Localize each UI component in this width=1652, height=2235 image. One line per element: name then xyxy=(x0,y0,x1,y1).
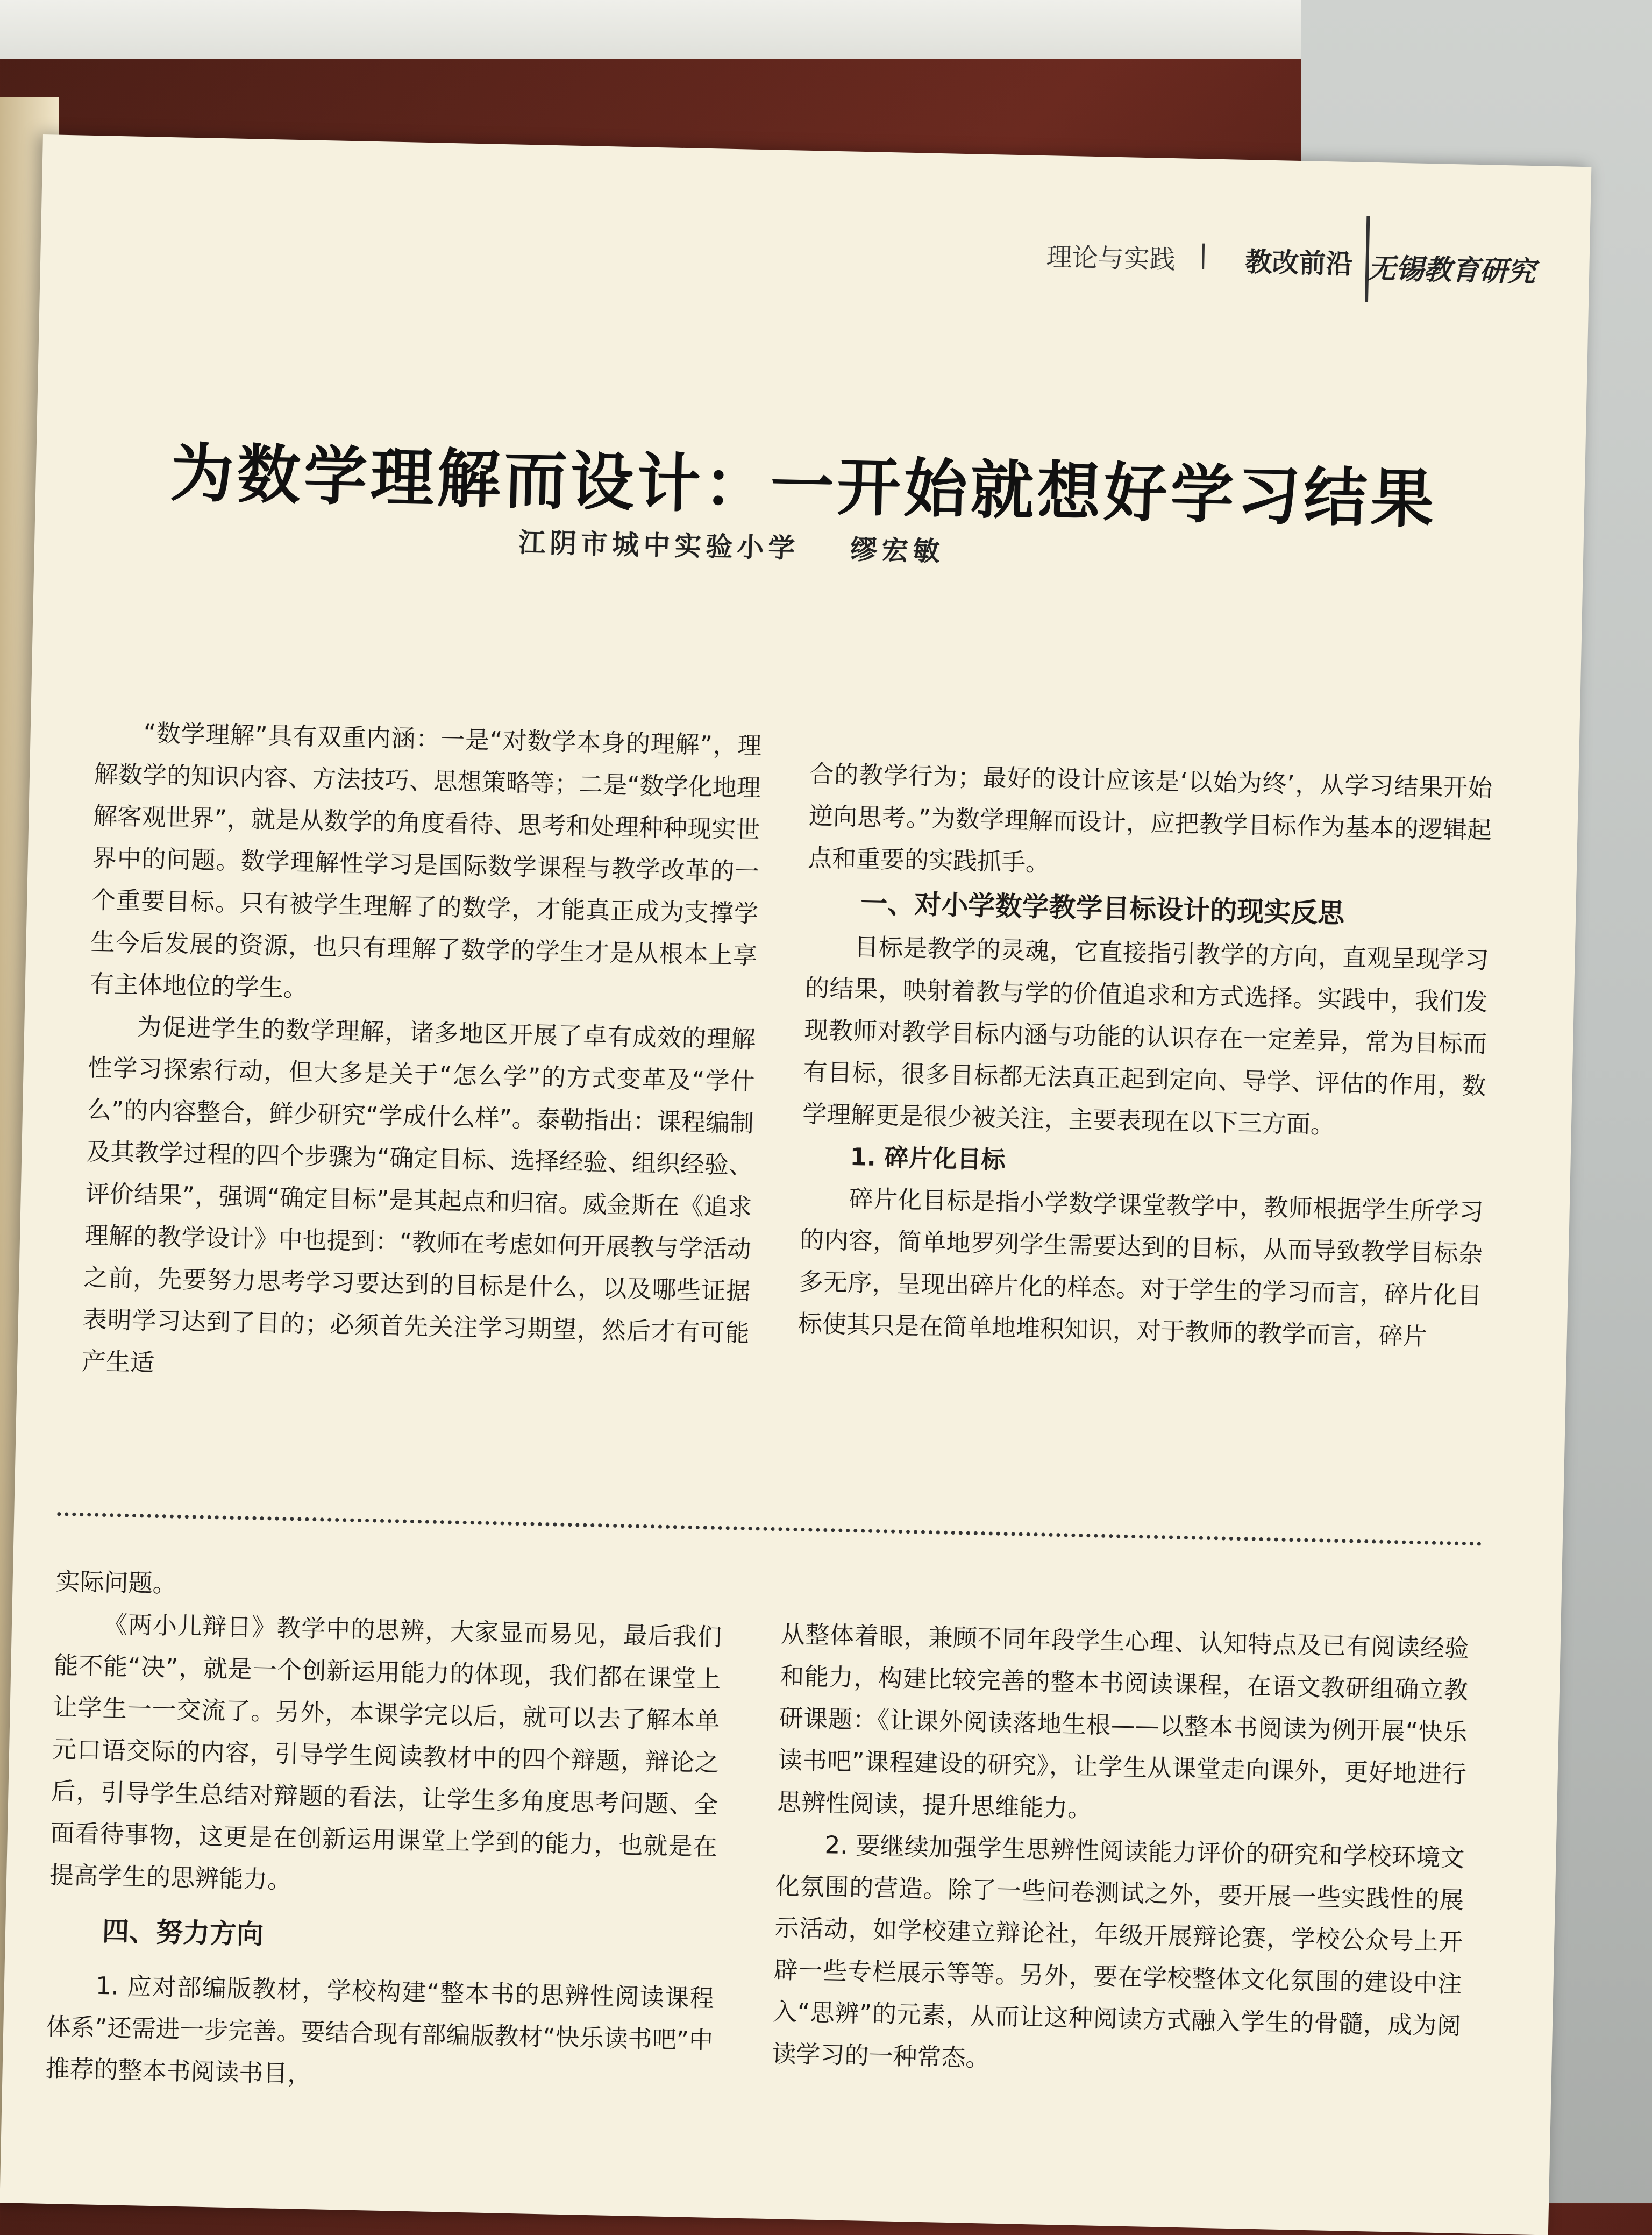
paragraph: 从整体着眼，兼顾不同年段学生心理、认知特点及已有阅读经验和能力，构建比较完善的整本书阅读课程，在语文教研组确立教研课题：《让课外阅读落地生根——以整本书阅读为例开展“快乐读书吧”课程建设的研究》，让学生从课堂走向课外，更好地进行思辨性阅读，提升思维能力。 xyxy=(777,1620,1470,1823)
header-column-label: 教改前沿 xyxy=(1244,246,1354,280)
header-separator: | xyxy=(1199,239,1208,270)
column-left-bottom xyxy=(45,1560,723,2104)
article-title: 为数学理解而设计：一开始就想好学习结果 xyxy=(169,436,1438,537)
paragraph: 目标是教学的灵魂，它直接指引教学的方向，直观呈现学习的结果，映射着教与学的价值追求和方式选择。实践中，我们发现教师对教学目标内涵与功能的认识存在一定差异，常为目标而有目标，很多目标都无法真正起到定向、导学、评估的作用，数学理解更是很少被关注，主要表现在以下三方面。 xyxy=(802,932,1489,1139)
paragraph-continuation: 实际问题。 xyxy=(55,1567,177,1598)
article-divider xyxy=(57,1512,1482,1545)
header-journal-name: 无锡教育研究 xyxy=(1367,252,1536,289)
column-left-top xyxy=(81,711,762,1396)
paragraph: 为促进学生的数学理解，诸多地区开展了卓有成效的理解性学习探索行动，但大多是关于“怎么学”的方式变革及“学什么”的内容整合，鲜少研究“学成什么样”。泰勒指出：课程编制及其教学过程的四个步骤为“确定目标、选择经验、组织经验、评价结果”，强调“确定目标”是其起点和归宿。威金斯在《追求理解的教学设计》中也提到：“教师在考虑如何开展教与学活动之前，先要努力思考学习要达到的目标是什么，以及哪些证据表明学习达到了目的；必须首先关注学习期望，然后才有可能产生适 xyxy=(81,1012,756,1377)
paragraph-continuation: 合的教学行为；最好的设计应该是‘以始为终’，从学习结果开始逆向思考。”为数学理解而设计，应把教学目标作为基本的逻辑起点和重要的实践抓手。 xyxy=(807,760,1493,877)
book-page xyxy=(0,134,1591,2235)
header-section-label: 理论与实践 xyxy=(1046,242,1176,275)
paragraph: 1. 应对部编版教材，学校构建“整本书的思辨性阅读课程体系”还需进一步完善。要结合现有部编版教材“快乐读书吧”中推荐的整本书阅读书目， xyxy=(45,1971,715,2089)
paragraph: 碎片化目标是指小学数学课堂教学中，教师根据学生所学习的内容，简单地罗列学生需要达到的目标，从而导致教学目标杂多无序，呈现出碎片化的样态。对于学生的学习而言，碎片化目标使其只是在简单地堆积知识，对于教师的教学而言，碎片 xyxy=(797,1184,1484,1351)
author-affiliation: 江阴市城中实验小学 xyxy=(518,526,800,564)
subsection-heading: 1. 碎片化目标 xyxy=(849,1142,1006,1174)
paragraph: “数学理解”具有双重内涵：一是“对数学本身的理解”，理解数学的知识内容、方法技巧、思想策略等；二是“数学化地理解客观世界”，就是从数学的角度看待、思考和处理种种现实世界中的问题。数学理解性学习是国际数学课程与教学改革的一个重要目标。只有被学生理解了的数学，才能真正成为支撑学生今后发展的资源，也只有理解了数学的学生才是从根本上享有主体地位的学生。 xyxy=(89,719,763,1003)
section-heading: 四、努力方向 xyxy=(102,1915,264,1950)
column-right-bottom xyxy=(772,1613,1470,2089)
article-byline xyxy=(518,521,945,569)
paragraph: 2. 要继续加强学生思辨性阅读能力评价的研究和学校环境文化氛围的营造。除了一些问卷测试之外，要开展一些实践性的展示活动，如学校建立辩论社，年级开展辩论赛，学校公众号上开辟一些专栏展示等等。另外，要在学校整体文化氛围的建设中注入“思辨”的元素，从而让这种阅读方式融入学生的骨髓，成为阅读学习的一种常态。 xyxy=(772,1830,1465,2073)
column-right-top xyxy=(797,753,1493,1359)
section-heading: 一、对小学数学教学目标设计的现实反思 xyxy=(860,888,1345,929)
paragraph: 《两小儿辩日》教学中的思辨，大家显而易见，最后我们能不能“决”，就是一个创新运用能力的体现，我们都在课堂上让学生一一交流了。另外，本课学完以后，就可以去了解本单元口语交际的内容，引导学生阅读教材中的四个辩题，辩论之后，引导学生总结对辩题的看法，让学生多角度思考问题、全面看待事物，这更是在创新运用课堂上学到的能力，也就是在提高学生的思辨能力。 xyxy=(49,1609,722,1895)
author-name: 缪宏敏 xyxy=(850,533,945,567)
